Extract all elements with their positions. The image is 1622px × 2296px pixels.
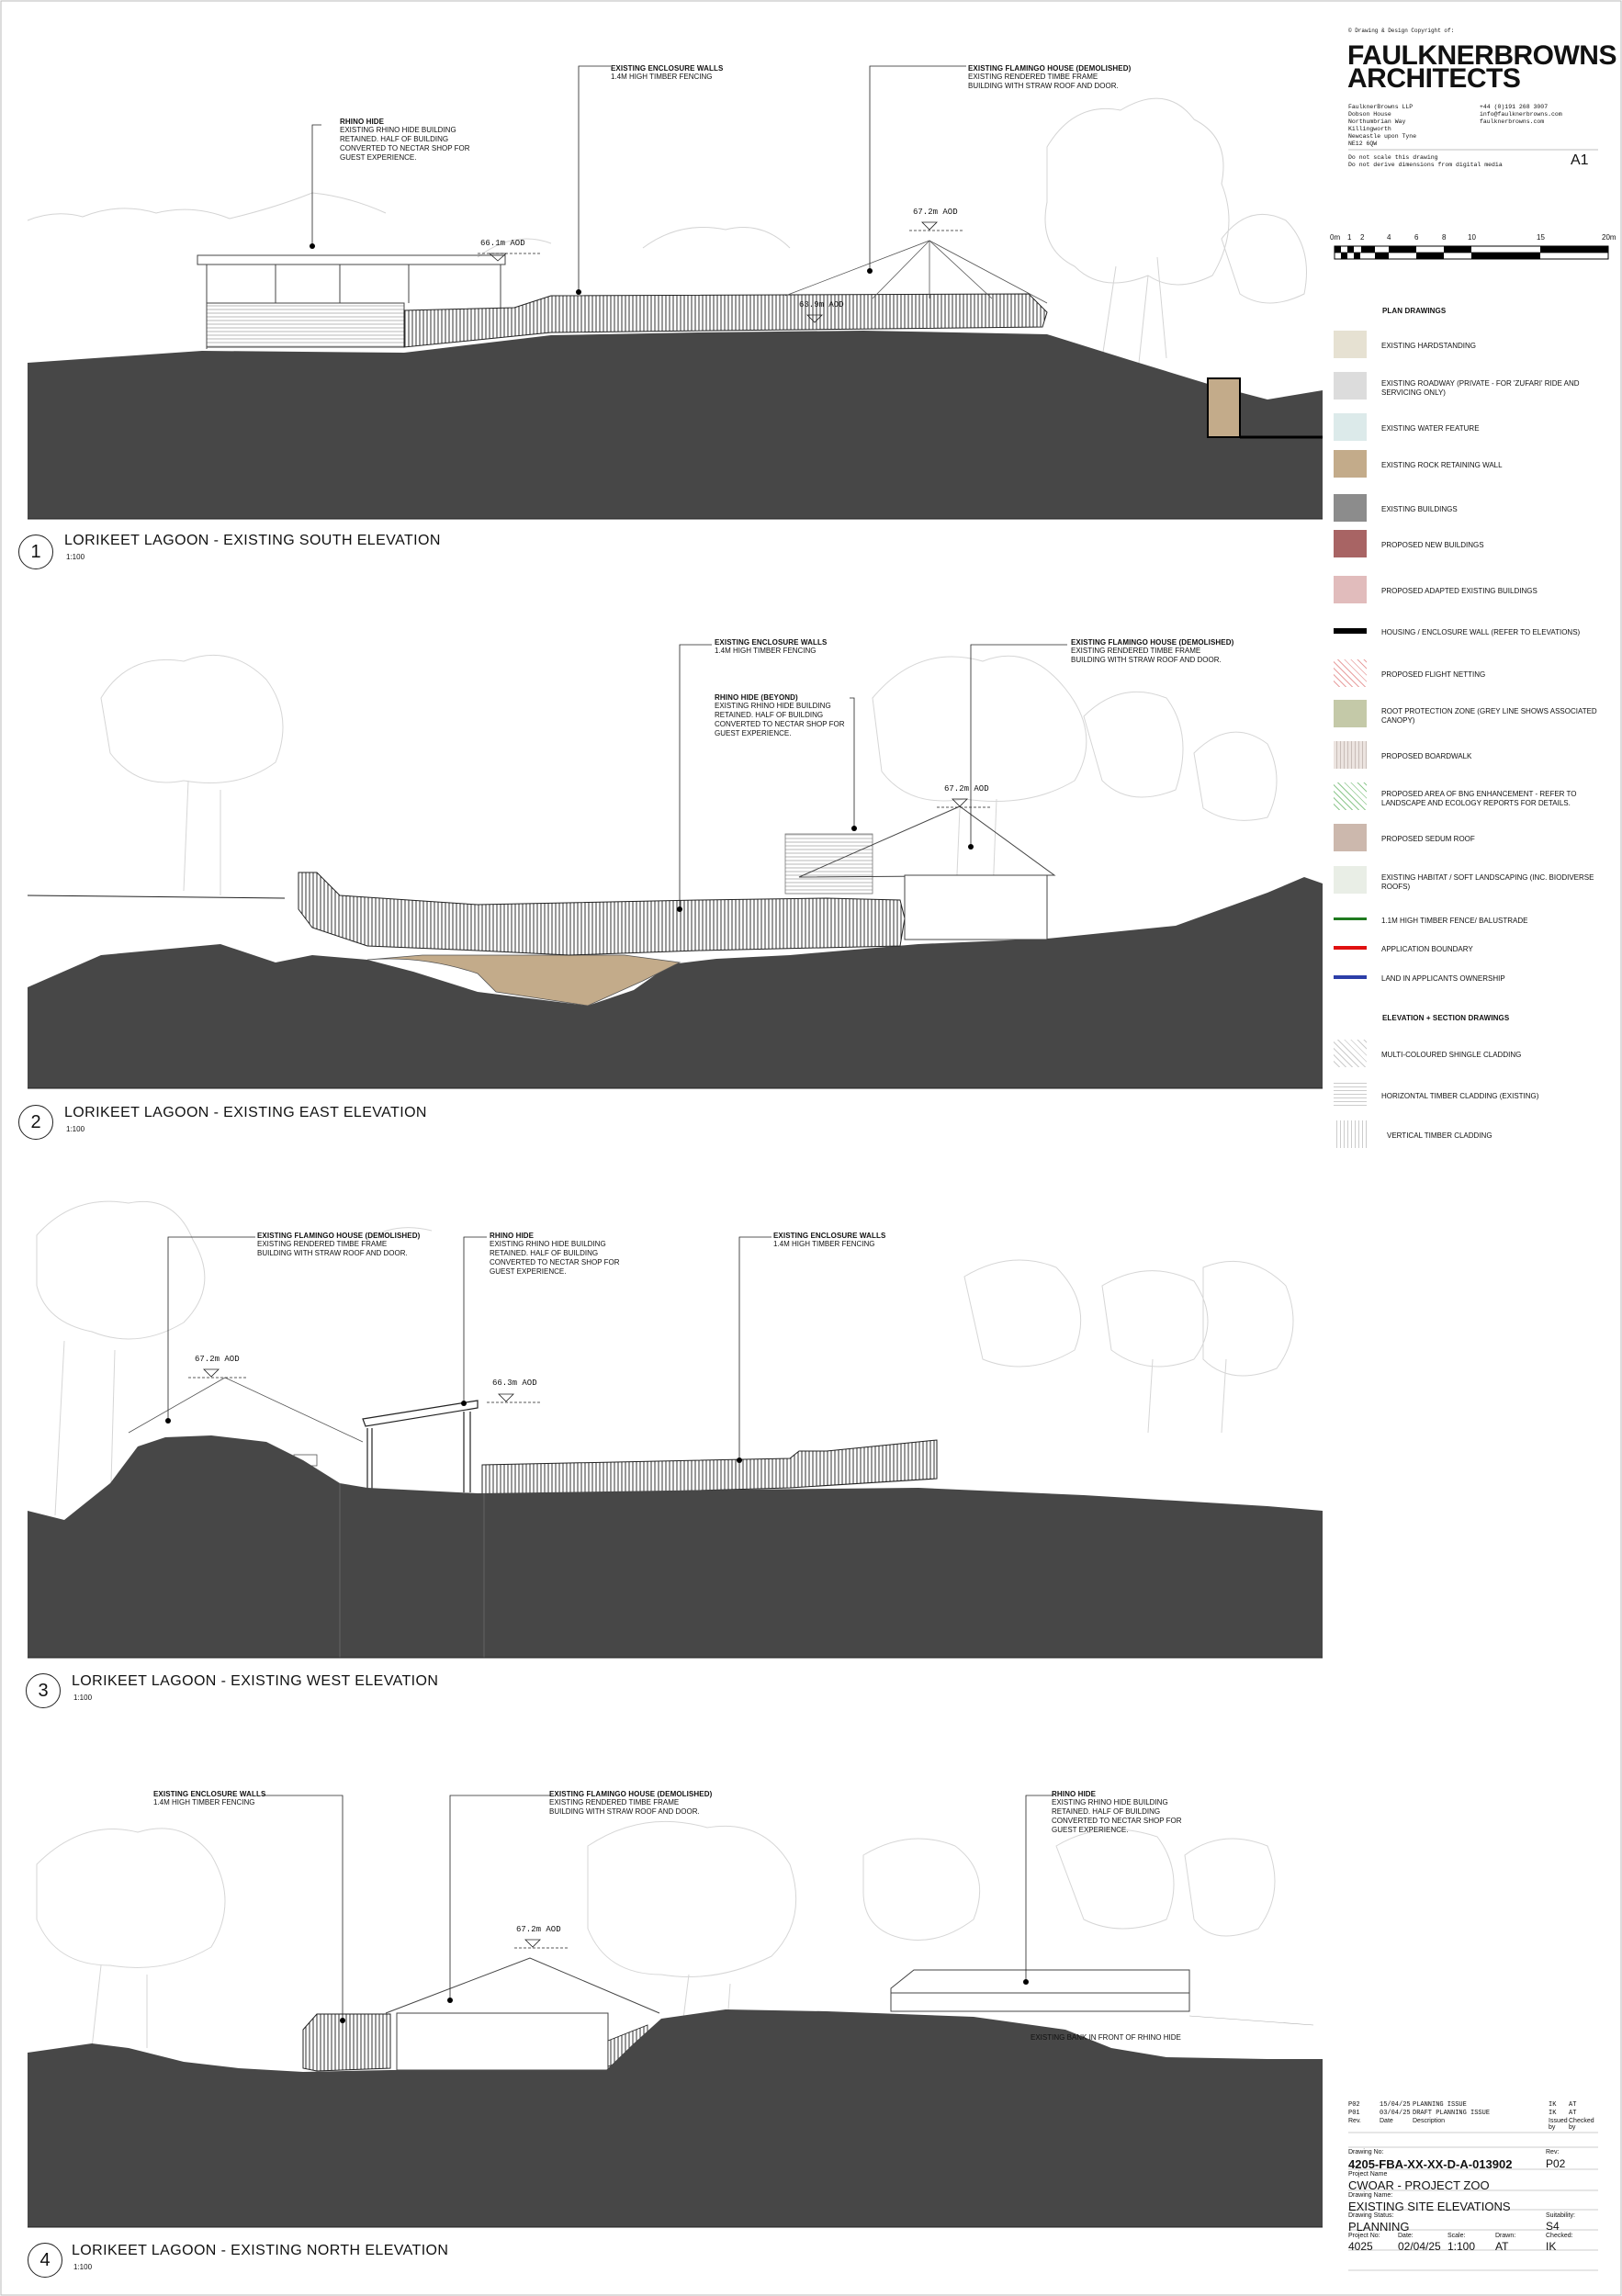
scale-tick-label: 10	[1468, 233, 1476, 242]
drawing-name: EXISTING SITE ELEVATIONS	[1348, 2200, 1511, 2213]
rev-header: Issued by	[1549, 2118, 1568, 2131]
callout-text: 1.4M HIGH TIMBER FENCING	[611, 73, 713, 81]
scale-bar-graphic	[1335, 246, 1608, 259]
project-name: CWOAR - PROJECT ZOO	[1348, 2178, 1490, 2192]
legend-swatch	[1334, 372, 1367, 400]
scale-tick-label: 20m	[1602, 233, 1616, 242]
rev-value: P02	[1546, 2157, 1566, 2170]
legend-label: EXISTING ROCK RETAINING WALL	[1381, 461, 1503, 469]
callout-title: RHINO HIDE	[490, 1232, 535, 1240]
scale-tick-label: 0m	[1330, 233, 1341, 242]
legend-swatch	[1334, 782, 1367, 810]
callout-text: 1.4M HIGH TIMBER FENCING	[773, 1240, 875, 1248]
callout-title: EXISTING FLAMINGO HOUSE (DEMOLISHED)	[549, 1790, 713, 1798]
legend-label: PROPOSED FLIGHT NETTING	[1381, 670, 1486, 679]
level-marker-label: 67.2m AOD	[516, 1925, 561, 1934]
callout-text: 1.4M HIGH TIMBER FENCING	[715, 647, 817, 655]
rev-code: P01	[1348, 2110, 1360, 2117]
level-marker-label: 67.2m AOD	[913, 208, 958, 217]
legend-swatch	[1334, 331, 1367, 358]
address-line: FaulknerBrowns LLP	[1348, 104, 1414, 110]
legend-label: EXISTING ROADWAY (PRIVATE - FOR 'ZUFARI' RIDE AND SERVICING ONLY)	[1381, 379, 1580, 397]
legend-swatch	[1334, 530, 1367, 557]
rev-desc: PLANNING ISSUE	[1413, 2101, 1467, 2109]
copyright-note: © Drawing & Design Copyright of:	[1348, 28, 1455, 34]
callout-title: RHINO HIDE	[340, 118, 385, 126]
drawing-status: PLANNING	[1348, 2220, 1410, 2234]
contact-email: info@faulknerbrowns.com	[1480, 111, 1562, 118]
callout-title: RHINO HIDE	[1052, 1790, 1097, 1798]
callout-text: 1.4M HIGH TIMBER FENCING	[153, 1798, 255, 1806]
scale-label: Scale:	[1447, 2233, 1466, 2239]
elevation-4-graphic	[28, 1795, 1323, 2227]
rev-header: Rev.	[1348, 2118, 1361, 2124]
legend-swatch	[1334, 824, 1367, 851]
legend-label: PROPOSED ADAPTED EXISTING BUILDINGS	[1381, 587, 1538, 595]
rev-code: P02	[1348, 2101, 1360, 2109]
contact-website: faulknerbrowns.com	[1480, 118, 1545, 125]
legend-swatch	[1334, 413, 1367, 441]
level-marker-label: 67.2m AOD	[944, 784, 989, 793]
scale-tick-label: 8	[1442, 233, 1447, 242]
legend-swatch	[1334, 628, 1367, 634]
address-line: Dobson House	[1348, 111, 1391, 118]
level-marker-label: 63.9m AOD	[799, 300, 844, 310]
elevation-scale: 1:100	[66, 553, 85, 561]
date-label: Date:	[1398, 2233, 1414, 2239]
rev-header: Checked by	[1569, 2118, 1594, 2131]
note-line: Do not scale this drawing	[1348, 154, 1438, 161]
callout	[773, 1232, 985, 1249]
legend-label: EXISTING WATER FEATURE	[1381, 424, 1480, 433]
callout	[611, 64, 822, 82]
callout-text: EXISTING RENDERED TIMBE FRAME BUILDING WITH STRAW ROOF AND DOOR.	[968, 73, 1119, 90]
legend-label: APPLICATION BOUNDARY	[1381, 945, 1473, 953]
firm-contact	[1480, 104, 1562, 126]
callout-title: EXISTING ENCLOSURE WALLS	[773, 1232, 886, 1240]
rev-checked: AT	[1569, 2101, 1577, 2109]
elevation-2-graphic	[28, 645, 1323, 1088]
legend-label: 1.1M HIGH TIMBER FENCE/ BALUSTRADE	[1381, 917, 1528, 925]
callout-title: EXISTING FLAMINGO HOUSE (DEMOLISHED)	[1071, 638, 1234, 647]
callout-title: RHINO HIDE (BEYOND)	[715, 693, 798, 702]
callout-title: EXISTING ENCLOSURE WALLS	[715, 638, 828, 647]
callout-title: EXISTING ENCLOSURE WALLS	[153, 1790, 266, 1798]
rev-desc: DRAFT PLANNING ISSUE	[1413, 2110, 1491, 2117]
callout	[490, 1232, 701, 1277]
elevation-number-badge: 1	[18, 535, 53, 569]
callout-title: EXISTING FLAMINGO HOUSE (DEMOLISHED)	[968, 64, 1132, 73]
rev-date: 15/04/25	[1380, 2101, 1411, 2109]
legend-label: ROOT PROTECTION ZONE (GREY LINE SHOWS ASSOCIATED CANOPY)	[1381, 707, 1597, 725]
callout	[1052, 1790, 1263, 1835]
project-no: 4025	[1348, 2240, 1373, 2253]
legend-swatch	[1334, 975, 1367, 979]
legend-label: HORIZONTAL TIMBER CLADDING (EXISTING)	[1381, 1092, 1539, 1100]
legend-swatch	[1334, 741, 1367, 769]
elevation-title: LORIKEET LAGOON - EXISTING SOUTH ELEVATION	[64, 533, 441, 548]
callout-text: EXISTING RENDERED TIMBE FRAME BUILDING WITH STRAW ROOF AND DOOR.	[549, 1798, 700, 1816]
callout-text: EXISTING RENDERED TIMBE FRAME BUILDING WITH STRAW ROOF AND DOOR.	[257, 1240, 408, 1257]
legend-label: EXISTING HABITAT / SOFT LANDSCAPING (INC. BIODIVERSE ROOFS)	[1381, 873, 1594, 891]
scale-tick-label: 2	[1360, 233, 1365, 242]
callout	[549, 1790, 760, 1817]
legend-label: VERTICAL TIMBER CLADDING	[1387, 1131, 1492, 1140]
drawn-value: AT	[1495, 2240, 1509, 2253]
legend-swatch	[1334, 1120, 1367, 1148]
rev-header: Description	[1413, 2118, 1446, 2124]
project-name-label: Project Name	[1348, 2171, 1388, 2178]
rev-date: 03/04/25	[1380, 2110, 1411, 2117]
callout-text: EXISTING RENDERED TIMBE FRAME BUILDING WITH STRAW ROOF AND DOOR.	[1071, 647, 1222, 664]
callout	[1071, 638, 1282, 665]
elevation-title: LORIKEET LAGOON - EXISTING EAST ELEVATION	[64, 1105, 427, 1120]
level-marker-label: 66.1m AOD	[480, 239, 525, 248]
address-line: Northumbrian Way	[1348, 118, 1406, 125]
legend-swatch	[1334, 866, 1367, 894]
note-line: Do not derive dimensions from digital media	[1348, 162, 1503, 168]
elevation-scale: 1:100	[73, 2263, 93, 2271]
callout	[968, 64, 1179, 91]
legend-swatch	[1334, 659, 1367, 687]
revision-header-row	[1348, 2118, 1598, 2131]
firm-name-line-1: FAULKNERBROWNS	[1347, 40, 1616, 71]
rev-header: Date	[1380, 2118, 1393, 2124]
level-marker-label: 67.2m AOD	[195, 1355, 240, 1364]
legend-label: EXISTING HARDSTANDING	[1381, 342, 1476, 350]
legend-label: HOUSING / ENCLOSURE WALL (REFER TO ELEVATIONS)	[1381, 628, 1581, 636]
callout	[715, 693, 926, 738]
sheet-size: A1	[1571, 152, 1589, 168]
legend-label: PROPOSED AREA OF BNG ENHANCEMENT - REFER TO LANDSCAPE AND ECOLOGY REPORTS FOR DETAILS.	[1381, 790, 1577, 807]
legend-elevation-heading: ELEVATION + SECTION DRAWINGS	[1382, 1014, 1510, 1022]
legend-swatch	[1334, 494, 1367, 522]
legend-label: PROPOSED NEW BUILDINGS	[1381, 541, 1484, 549]
callout	[340, 118, 551, 163]
bank-note: EXISTING BANK IN FRONT OF RHINO HIDE	[1031, 2033, 1181, 2042]
suitability-label: Suitability:	[1546, 2212, 1575, 2219]
rev-issued: IK	[1549, 2101, 1557, 2109]
elevation-number-badge: 2	[18, 1105, 53, 1140]
callout-title: EXISTING ENCLOSURE WALLS	[611, 64, 724, 73]
legend-swatch	[1334, 946, 1367, 950]
revision-row	[1348, 2101, 1598, 2109]
legend-label: MULTI-COLOURED SHINGLE CLADDING	[1381, 1051, 1522, 1059]
elevation-number-badge: 3	[26, 1673, 61, 1708]
callout-text: EXISTING RHINO HIDE BUILDING RETAINED. HALF OF BUILDING CONVERTED TO NECTAR SHOP FOR GUEST EXPERIENCE.	[715, 702, 845, 737]
address-line: Killingworth	[1348, 126, 1391, 132]
legend-swatch	[1334, 1081, 1367, 1109]
elevation-number-badge: 4	[28, 2243, 62, 2278]
scale-tick-label: 6	[1414, 233, 1419, 242]
revision-row	[1348, 2110, 1598, 2117]
suitability-value: S4	[1546, 2220, 1560, 2233]
legend-label: LAND IN APPLICANTS OWNERSHIP	[1381, 974, 1505, 983]
legend-swatch	[1334, 1040, 1367, 1067]
scale-tick-label: 15	[1537, 233, 1545, 242]
legend-label: PROPOSED BOARDWALK	[1381, 752, 1472, 760]
firm-name-line-2: ARCHITECTS	[1347, 63, 1521, 94]
scale-value: 1:100	[1447, 2240, 1476, 2253]
address-line: Newcastle upon Tyne	[1348, 133, 1417, 140]
rev-issued: IK	[1549, 2110, 1557, 2117]
rev-checked: AT	[1569, 2110, 1577, 2117]
callout	[257, 1232, 468, 1258]
drawing-number: 4205-FBA-XX-XX-D-A-013902	[1348, 2157, 1513, 2171]
level-marker-label: 66.3m AOD	[492, 1379, 537, 1388]
legend-swatch	[1334, 917, 1367, 920]
elevation-1-graphic	[28, 66, 1323, 519]
elevation-scale: 1:100	[66, 1125, 85, 1133]
legend-swatch	[1334, 576, 1367, 603]
status-label: Drawing Status:	[1348, 2212, 1394, 2219]
callout-text: EXISTING RHINO HIDE BUILDING RETAINED. HALF OF BUILDING CONVERTED TO NECTAR SHOP FOR GUEST EXPERIENCE.	[340, 126, 470, 162]
firm-logo	[1347, 40, 1616, 94]
callout-title: EXISTING FLAMINGO HOUSE (DEMOLISHED)	[257, 1232, 421, 1240]
legend-label: PROPOSED SEDUM ROOF	[1381, 835, 1475, 843]
scale-tick-label: 1	[1347, 233, 1352, 242]
elevation-title: LORIKEET LAGOON - EXISTING NORTH ELEVATION	[72, 2243, 449, 2258]
legend-label: EXISTING BUILDINGS	[1381, 505, 1458, 513]
address-line: NE12 6QW	[1348, 141, 1378, 147]
drawing-no-label: Drawing No:	[1348, 2149, 1384, 2155]
legend-swatch	[1334, 700, 1367, 727]
firm-address	[1348, 104, 1416, 148]
legend-plan-heading: PLAN DRAWINGS	[1382, 307, 1447, 315]
project-no-label: Project No:	[1348, 2233, 1380, 2239]
scale-tick-label: 4	[1387, 233, 1391, 242]
date-value: 02/04/25	[1398, 2240, 1441, 2253]
contact-phone: +44 (0)191 268 3007	[1480, 104, 1549, 110]
elevation-scale: 1:100	[73, 1694, 93, 1702]
drawing-name-label: Drawing Name:	[1348, 2192, 1393, 2199]
rev-label: Rev:	[1546, 2149, 1560, 2155]
legend-swatch	[1334, 450, 1367, 478]
callout-text: EXISTING RHINO HIDE BUILDING RETAINED. HALF OF BUILDING CONVERTED TO NECTAR SHOP FOR GUEST EXPERIENCE.	[490, 1240, 620, 1276]
callout	[153, 1790, 365, 1807]
drawn-label: Drawn:	[1495, 2233, 1516, 2239]
callout	[715, 638, 926, 656]
elevation-title: LORIKEET LAGOON - EXISTING WEST ELEVATION	[72, 1673, 439, 1689]
checked-label: Checked:	[1546, 2233, 1573, 2239]
callout-text: EXISTING RHINO HIDE BUILDING RETAINED. HALF OF BUILDING CONVERTED TO NECTAR SHOP FOR GUEST EXPERIENCE.	[1052, 1798, 1182, 1834]
checked-value: IK	[1546, 2240, 1557, 2253]
drawing-notes	[1348, 154, 1503, 169]
